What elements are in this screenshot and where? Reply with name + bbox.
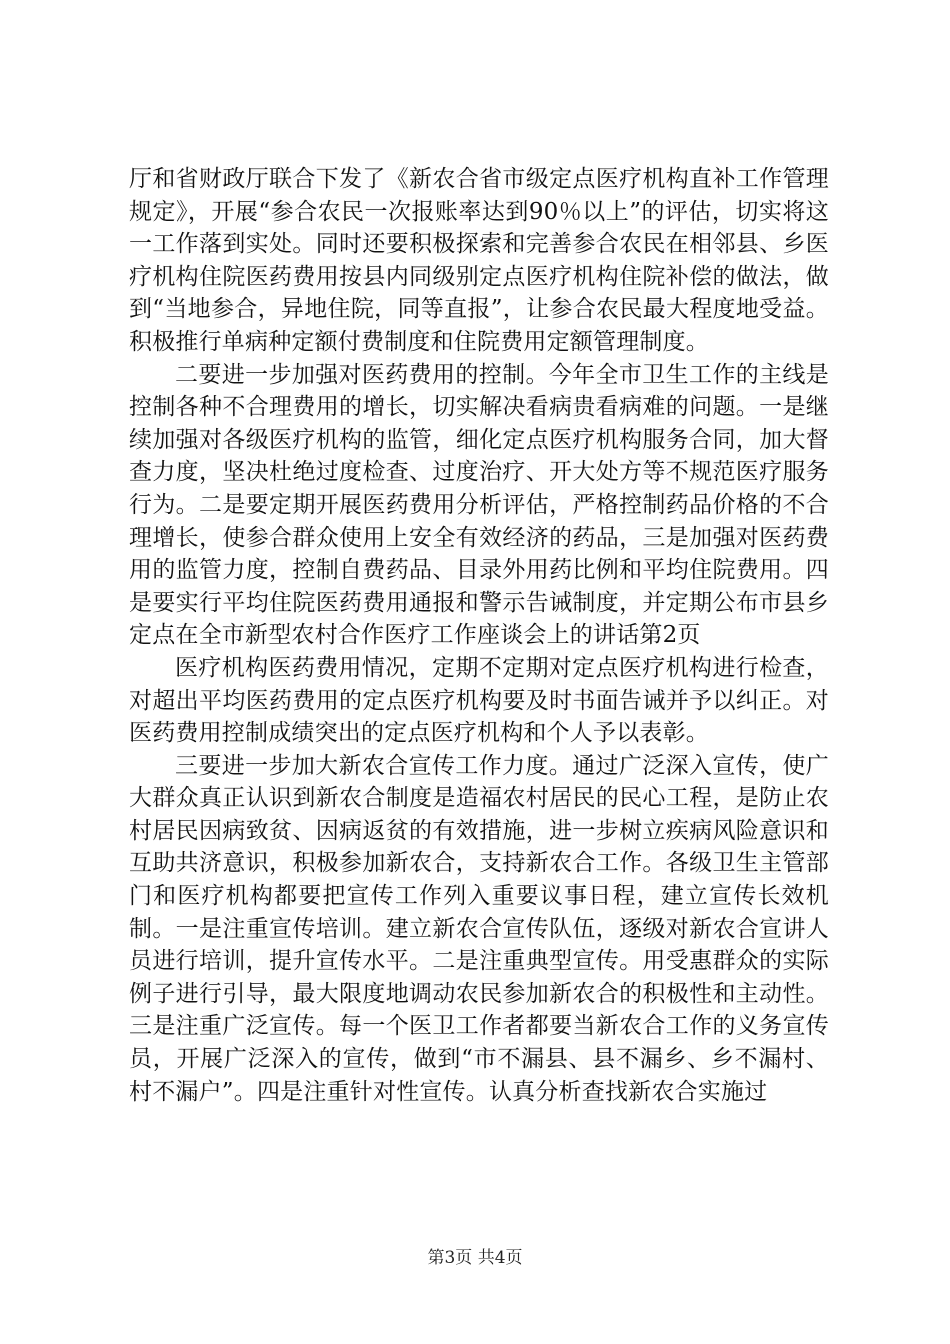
paragraph-3: 医疗机构医药费用情况，定期不定期对定点医疗机构进行检查，对超出平均医药费用的定点医疗机构要及时书面告诫并予以纠正。对医药费用控制成绩突出的定点医疗机构和个人予以表彰。 (129, 654, 829, 747)
page-footer (0, 1243, 950, 1268)
paragraph-2: 二要进一步加强对医药费用的控制。今年全市卫生工作的主线是控制各种不合理费用的增长，切实解决看病贵看病难的问题。一是继续加强对各级医疗机构的监管，细化定点医疗机构服务合同，加大督查力度，坚决杜绝过度检查、过度治疗、开大处方等不规范医疗服务行为。二是要定期开展医药费用分析评估，严格控制药品价格的不合理增长，使参合群众使用上安全有效经济的药品，三是加强对医药费用的监管力度，控制自费药品、目录外用药比例和平均住院费用。四是要实行平均住院医药费用通报和警示告诫制度，并定期公布市县乡定点在全市新型农村合作医疗工作座谈会上的讲话第2页 (129, 361, 829, 649)
paragraph-1: 厅和省财政厅联合下发了《新农合省市级定点医疗机构直补工作管理规定》，开展“参合农民一次报账率达到90％以上”的评估，切实将这一工作落到实处。同时还要积极探索和完善参合农民在相邻县、乡医疗机构住院医药费用按县内同级别定点医疗机构住院补偿的做法，做到“当地参合，异地住院，同等直报”，让参合农民最大程度地受益。积极推行单病种定额付费制度和住院费用定额管理制度。 (129, 166, 829, 355)
page-number-label: 第3页 共4页 (427, 1248, 523, 1268)
paragraph-4: 三要进一步加大新农合宣传工作力度。通过广泛深入宣传，使广大群众真正认识到新农合制度是造福农村居民的民心工程，是防止农村居民因病致贫、因病返贫的有效措施，进一步树立疾病风险意识和互助共济意识，积极参加新农合，支持新农合工作。各级卫生主管部门和医疗机构都要把宣传工作列入重要议事日程，建立宣传长效机制。一是注重宣传培训。建立新农合宣传队伍，逐级对新农合宣讲人员进行培训，提升宣传水平。二是注重典型宣传。用受惠群众的实际例子进行引导，最大限度地调动农民参加新农合的积极性和主动性。三是注重广泛宣传。每一个医卫工作者都要当新农合工作的义务宣传员，开展广泛深入的宣传，做到“市不漏县、县不漏乡、乡不漏村、村不漏户”。四是注重针对性宣传。认真分析查找新农合实施过 (129, 752, 829, 1105)
document-body (129, 163, 829, 1108)
